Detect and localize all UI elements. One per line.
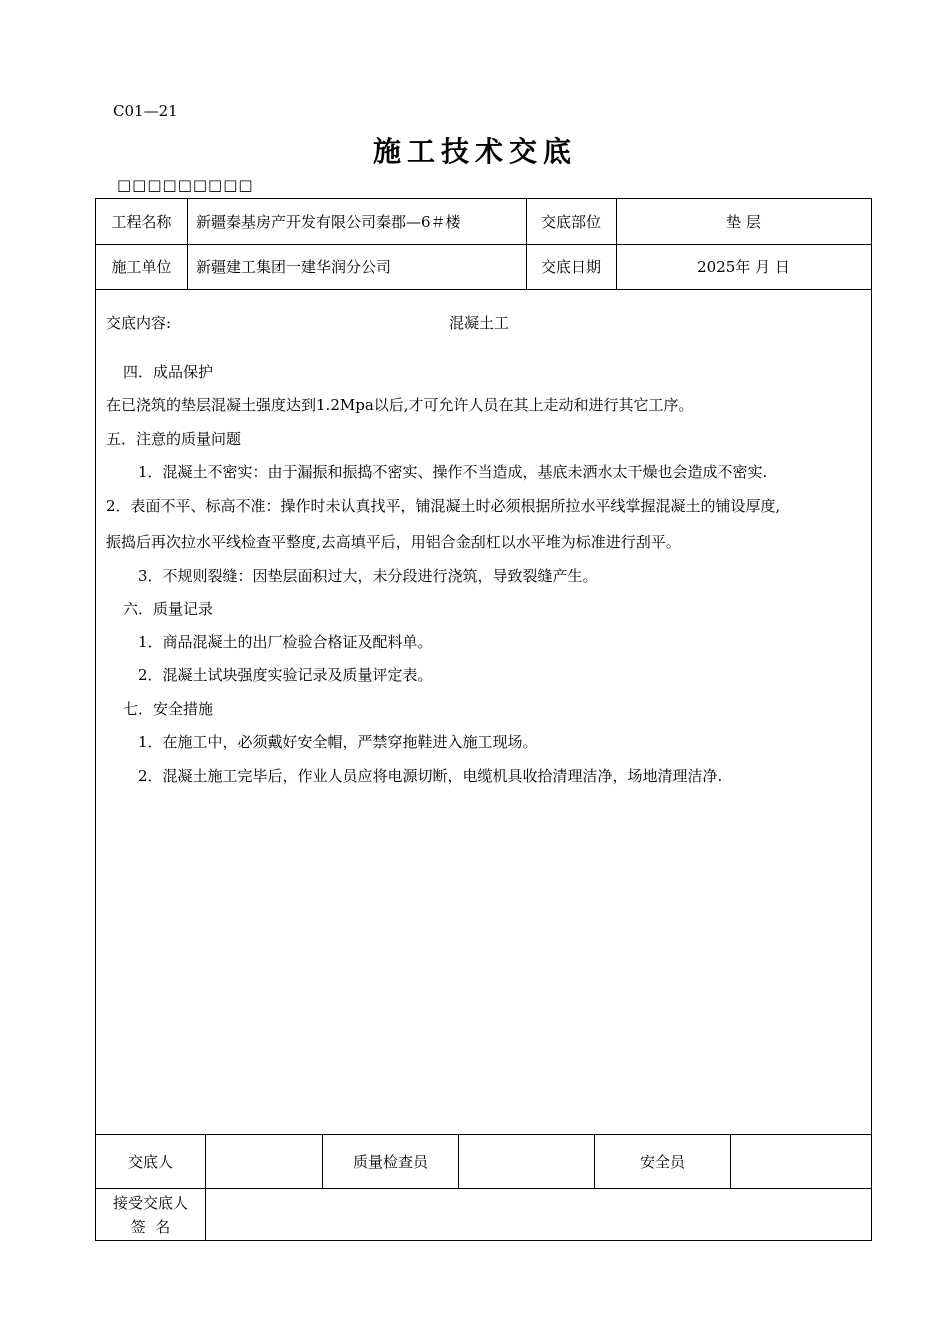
- content-line: 振捣后再次拉水平线检查平整度,去高填平后，用铝合金刮杠以水平堆为标准进行刮平。: [106, 533, 681, 551]
- form-code: C01—21: [113, 102, 178, 120]
- content-line: 在已浇筑的垫层混凝土强度达到1.2Mpa以后,才可允许人员在其上走动和进行其它工序。: [106, 396, 694, 414]
- date-label: 交底日期: [540, 258, 601, 276]
- date-value: 2025年 月 日: [697, 258, 790, 276]
- content-line: 3．不规则裂缝：因垫层面积过大，未分段进行浇筑，导致裂缝产生。: [138, 567, 598, 585]
- location-value: 垫 层: [726, 213, 761, 231]
- contractor-value: 新疆建工集团一建华润分公司: [196, 258, 392, 276]
- content-line: 2．表面不平、标高不准：操作时未认真找平，铺混凝土时必须根据所拉水平线掌握混凝土的铺设厚度,: [106, 497, 781, 515]
- content-line: 1．商品混凝土的出厂检验合格证及配料单。: [138, 633, 433, 651]
- content-label: 交底内容:: [106, 314, 172, 332]
- page-title: 施工技术交底: [372, 135, 577, 168]
- location-label: 交底部位: [540, 213, 601, 231]
- project-name-label: 工程名称: [111, 213, 172, 231]
- safety-officer-label: 安全员: [639, 1152, 685, 1171]
- content-line: 七．安全措施: [123, 700, 214, 718]
- receiver-label-line2: 签 名: [130, 1217, 171, 1236]
- project-name-value: 新疆秦基房产开发有限公司秦郡—6＃楼: [196, 213, 461, 231]
- inspector-label: 质量检查员: [352, 1152, 428, 1171]
- subtitle-placeholder-boxes: □□□□□□□□□: [117, 176, 254, 194]
- receiver-signature-field[interactable]: [206, 1189, 871, 1240]
- safety-officer-signature-field[interactable]: [731, 1134, 871, 1188]
- receiver-label: [96, 1189, 205, 1240]
- content-line: 四．成品保护: [123, 363, 214, 381]
- inspector-signature-field[interactable]: [459, 1134, 594, 1188]
- content-topic: 混凝土工: [449, 314, 510, 332]
- content-line: 2．混凝土试块强度实验记录及质量评定表。: [138, 666, 433, 684]
- content-line: 1．在施工中，必须戴好安全帽，严禁穿拖鞋进入施工现场。: [138, 733, 538, 751]
- content-line: 五．注意的质量问题: [106, 430, 242, 448]
- content-line: 1．混凝土不密实：由于漏振和振捣不密实、操作不当造成，基底未洒水太干燥也会造成不密实.: [138, 463, 768, 481]
- content-line: 六．质量记录: [123, 600, 214, 618]
- presenter-signature-field[interactable]: [206, 1134, 322, 1188]
- receiver-label-line1: 接受交底人: [112, 1193, 188, 1212]
- presenter-label: 交底人: [127, 1152, 173, 1171]
- contractor-label: 施工单位: [111, 258, 172, 276]
- content-line: 2．混凝土施工完毕后，作业人员应将电源切断，电缆机具收拾清理洁净，场地清理洁净.: [138, 767, 723, 785]
- form-table: [95, 198, 872, 1241]
